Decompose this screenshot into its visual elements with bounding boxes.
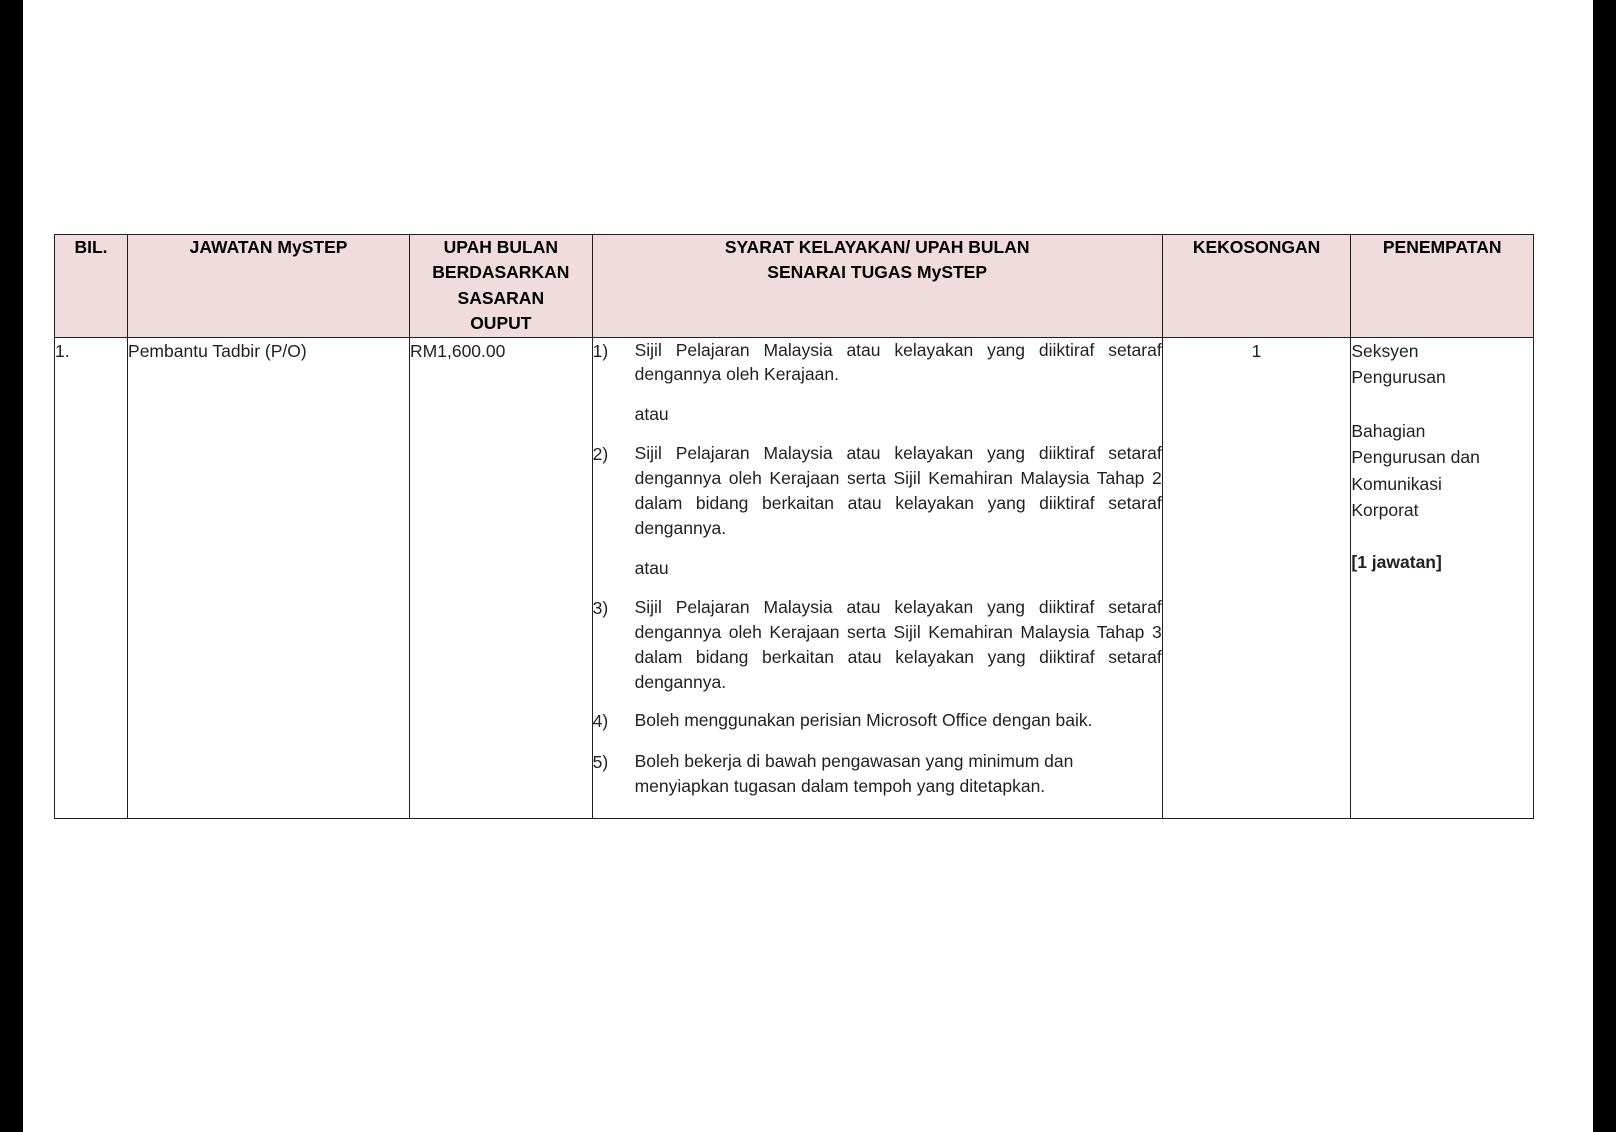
requirement-text-4: Boleh menggunakan perisian Microsoft Office dengan baik. (634, 710, 1093, 731)
penempatan-line-5: Komunikasi (1351, 473, 1442, 494)
requirement-item-2 (593, 441, 1162, 540)
penempatan-line-2: Pengurusan (1351, 366, 1446, 387)
cell-kekosongan: 1 (1162, 337, 1351, 818)
requirement-item-1 (593, 338, 1162, 388)
table-container (54, 234, 1534, 819)
requirement-number-2: 2) (592, 444, 609, 465)
cell-bil: 1. (55, 337, 128, 818)
requirement-item-3 (593, 595, 1162, 694)
requirement-number-5: 5) (592, 751, 609, 772)
requirement-item-4 (593, 708, 1162, 734)
cell-penempatan (1351, 337, 1534, 818)
header-bil: BIL. (55, 235, 128, 338)
requirement-list (593, 338, 1162, 799)
header-jawatan: JAWATAN MySTEP (128, 235, 410, 338)
header-row (55, 235, 1534, 338)
header-penempatan: PENEMPATAN (1351, 235, 1534, 338)
cell-syarat (592, 337, 1162, 818)
requirement-number-1: 1) (592, 340, 609, 361)
header-kekosongan: KEKOSONGAN (1162, 235, 1351, 338)
cell-jawatan: Pembantu Tadbir (P/O) (128, 337, 410, 818)
requirement-separator-2: atau (634, 557, 669, 578)
header-upah-line1: UPAH BULAN (443, 237, 559, 257)
penempatan-line-6: Korporat (1351, 499, 1419, 520)
table-row (55, 337, 1534, 818)
jawatan-table (54, 234, 1534, 819)
table-header (55, 235, 1534, 338)
table-body (55, 337, 1534, 818)
requirement-item-5 (593, 749, 1162, 799)
header-syarat-line2: SENARAI TUGAS MySTEP (767, 262, 988, 283)
requirement-separator-1: atau (634, 404, 669, 425)
penempatan-count: [1 jawatan] (1351, 552, 1442, 572)
requirement-text-5: Boleh bekerja di bawah pengawasan yang minimum dan menyiapkan tugasan dalam tempoh yang ditetapkan. (634, 750, 1074, 796)
requirement-text-2: Sijil Pelajaran Malaysia atau kelayakan yang diiktiraf setaraf dengannya oleh Kerajaan serta Sijil Kemahiran Malaysia Tahap 2 dalam bidang berkaitan atau kelayakan yang diiktiraf setaraf dengannya. (634, 443, 1162, 538)
header-syarat (592, 235, 1162, 338)
requirement-text-1: Sijil Pelajaran Malaysia atau kelayakan yang diiktiraf setaraf dengannya oleh Kerajaan. (634, 339, 1162, 385)
header-upah-line3: SASARAN (457, 287, 545, 308)
header-upah-line2: BERDASARKAN (432, 262, 570, 283)
document-page (23, 0, 1593, 1132)
cell-upah: RM1,600.00 (410, 337, 593, 818)
penempatan-spacer (1351, 390, 1533, 418)
header-syarat-line1: SYARAT KELAYAKAN/ UPAH BULAN (724, 237, 1030, 257)
header-upah-line4: OUPUT (470, 313, 532, 334)
penempatan-line-4: Pengurusan dan (1351, 447, 1480, 468)
penempatan-line-3: Bahagian (1351, 421, 1426, 441)
header-upah (410, 235, 593, 338)
penempatan-line-1: Seksyen (1351, 340, 1419, 361)
requirement-text-3: Sijil Pelajaran Malaysia atau kelayakan yang diiktiraf setaraf dengannya oleh Kerajaan serta Sijil Kemahiran Malaysia Tahap 3 dalam bidang berkaitan atau kelayakan yang diiktiraf setaraf dengannya. (634, 597, 1162, 692)
requirement-number-4: 4) (592, 711, 609, 732)
requirement-number-3: 3) (592, 598, 609, 619)
